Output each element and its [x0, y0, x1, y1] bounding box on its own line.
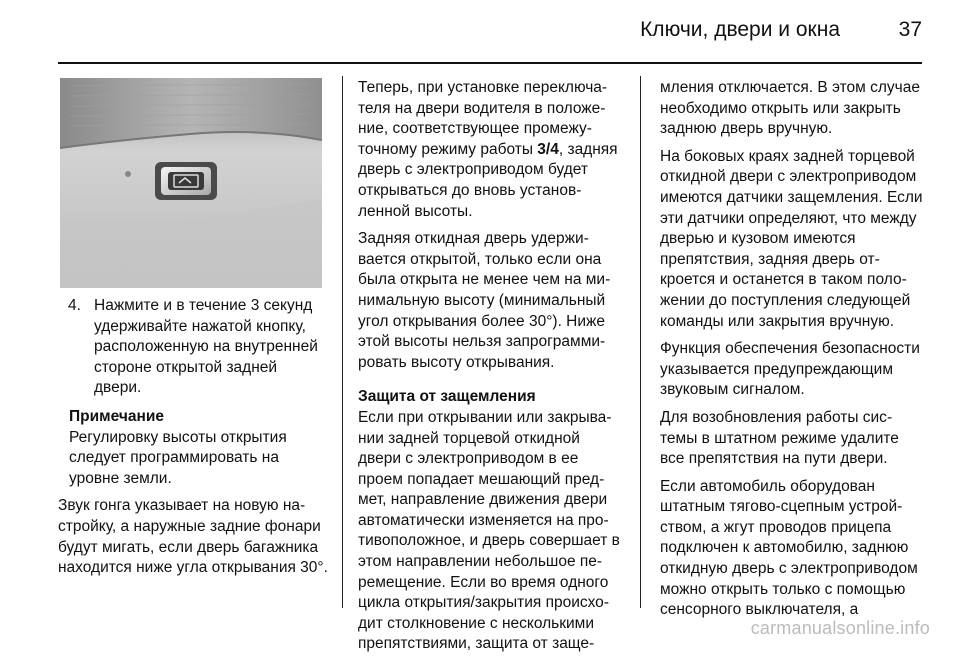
section-heading: Защита от защемления: [358, 388, 536, 406]
paragraph: мления отключается. В этом случае необходимо открыть или закрыть заднюю дверь вручную.: [660, 79, 920, 138]
watermark: carmanualsonline.info: [750, 618, 930, 638]
paragraph: Звук гонга указывает на новую настройку, а наружные задние фонари будут мигать, если дверь багажника находится ниже угла открывания 30°.: [58, 497, 328, 577]
paragraph: Для возобновления работы системы в штатном режиме удалите все препятствия на пути двери.: [660, 408, 899, 468]
paragraph: Функция обеспечения безопасности указывается предупреждающим звуковым сигналом.: [660, 340, 920, 399]
column-middle: [358, 78, 622, 662]
paragraph: Задняя откидная дверь удерживается открытой, только если она была открыта не менее чем на минимальную высоту (минимальный угол открывания более 30°). Ниже этой высоты нельзя запрограммировать высоту открывания.: [358, 230, 611, 371]
page-number: 37: [898, 18, 922, 41]
note-box: [58, 407, 328, 489]
note-heading: Примечание: [69, 407, 164, 425]
text-run: Теперь, при установке переключателя на двери водителя в положение, соответствующее промежуточному режиму работы: [358, 79, 608, 158]
instruction-step: [58, 296, 328, 399]
paragraph: Если при открывании или закрывании задней торцевой откидной двери с электроприводом в ее проем попадает мешающий предмет, направление движения двери автоматически изменяется на противоположное, и дверь совершает в этом направлении небольшое перемещение. Если во время одного цикла открытия/закрытия происходит столкновение с несколькими препятствиями, защита от заще-: [358, 408, 620, 653]
column-right: [660, 78, 924, 628]
bold-text-run: 3/4: [537, 140, 559, 158]
paragraph: На боковых краях задней торцевой откидной двери с электроприводом имеются датчики защемления. Если эти датчики определяют, что между дверью и кузовом имеются препятствия, задняя дверь откроется и останется в таком положении до поступления следующей команды или закрытия вручную.: [660, 147, 923, 330]
column-divider-2: [640, 76, 641, 608]
column-left: [58, 296, 328, 586]
paragraph: Если автомобиль оборудован штатным тягово-сцепным устройством, а жгут проводов прицепа подключен к автомобилю, заднюю откидную дверь с электроприводом можно открыть только с помощью сенсорного выключателя, а: [660, 477, 918, 619]
step-number: 4.: [68, 297, 81, 314]
page-header-title: Ключи, двери и окна: [640, 18, 840, 41]
text-run: , задняя дверь с электроприводом будет открываться до вновь установленной высоты.: [358, 140, 618, 220]
tailgate-button-photo: [60, 78, 322, 288]
note-text: Регулировку высоты открытия следует программировать на уровне земли.: [69, 428, 287, 487]
header-rule: [58, 62, 922, 64]
step-text: Нажмите и в течение 3 секунд удерживайте нажатой кнопку, расположенную на внутренней стороне открытой задней двери.: [94, 297, 318, 397]
column-divider-1: [342, 76, 343, 608]
paragraph-with-bold: [358, 78, 622, 222]
